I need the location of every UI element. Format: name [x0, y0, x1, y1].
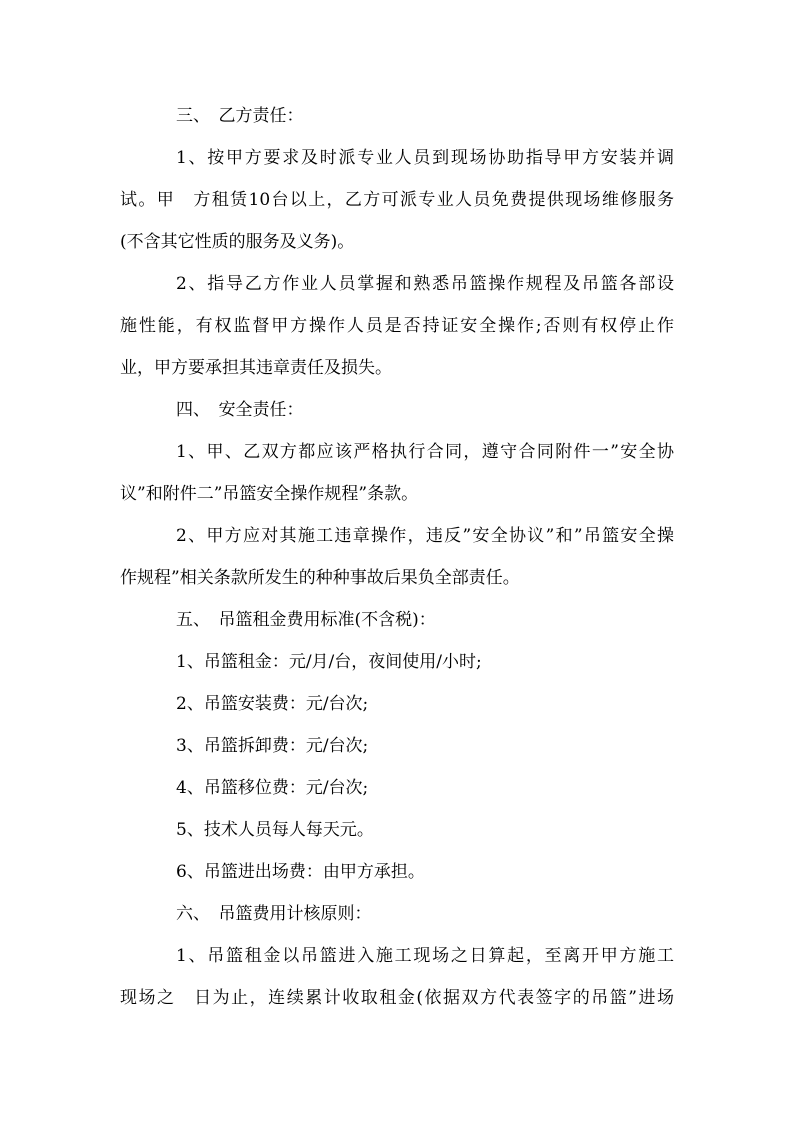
paragraph-line: 1、吊篮租金以吊篮进入施工现场之日算起，至离开甲方施工 — [176, 946, 674, 966]
paragraph-line: 试。甲 方租赁10台以上，乙方可派专业人员免费提供现场维修服务 — [120, 190, 674, 210]
paragraph-line: 2、指导乙方作业人员掌握和熟悉吊篮操作规程及吊篮各部设 — [176, 274, 674, 294]
paragraph-line: 施性能，有权监督甲方操作人员是否持证安全操作;否则有权停止作 — [120, 316, 674, 336]
section-5-heading: 五、 吊篮租金费用标准(不含税)： — [176, 610, 436, 630]
fee-item: 1、吊篮租金：元/月/台，夜间使用/小时; — [176, 652, 482, 672]
paragraph-line: 现场之 日为止，连续累计收取租金(依据双方代表签字的吊篮”进场 — [120, 988, 674, 1008]
section-6-heading: 六、 吊篮费用计核原则： — [176, 904, 372, 924]
fee-item: 2、吊篮安装费：元/台次; — [176, 694, 369, 714]
paragraph-line: 业，甲方要承担其违章责任及损失。 — [120, 358, 392, 378]
fee-item: 4、吊篮移位费：元/台次; — [176, 778, 369, 798]
paragraph-line: 作规程”相关条款所发生的种种事故后果负全部责任。 — [120, 568, 520, 588]
paragraph-line: 1、甲、乙双方都应该严格执行合同，遵守合同附件一”安全协 — [176, 442, 674, 462]
fee-item: 5、技术人员每人每天元。 — [176, 820, 374, 840]
paragraph-line: 议”和附件二”吊篮安全操作规程”条款。 — [120, 484, 419, 504]
fee-item: 3、吊篮拆卸费：元/台次; — [176, 736, 369, 756]
paragraph-line: 2、甲方应对其施工违章操作，违反”安全协议”和”吊篮安全操 — [176, 526, 674, 546]
fee-item: 6、吊篮进出场费：由甲方承担。 — [176, 862, 425, 882]
paragraph-line: (不含其它性质的服务及义务)。 — [120, 232, 355, 252]
section-3-heading: 三、 乙方责任： — [176, 106, 304, 126]
section-4-heading: 四、 安全责任： — [176, 400, 304, 420]
paragraph-line: 1、按甲方要求及时派专业人员到现场协助指导甲方安装并调 — [176, 148, 674, 168]
